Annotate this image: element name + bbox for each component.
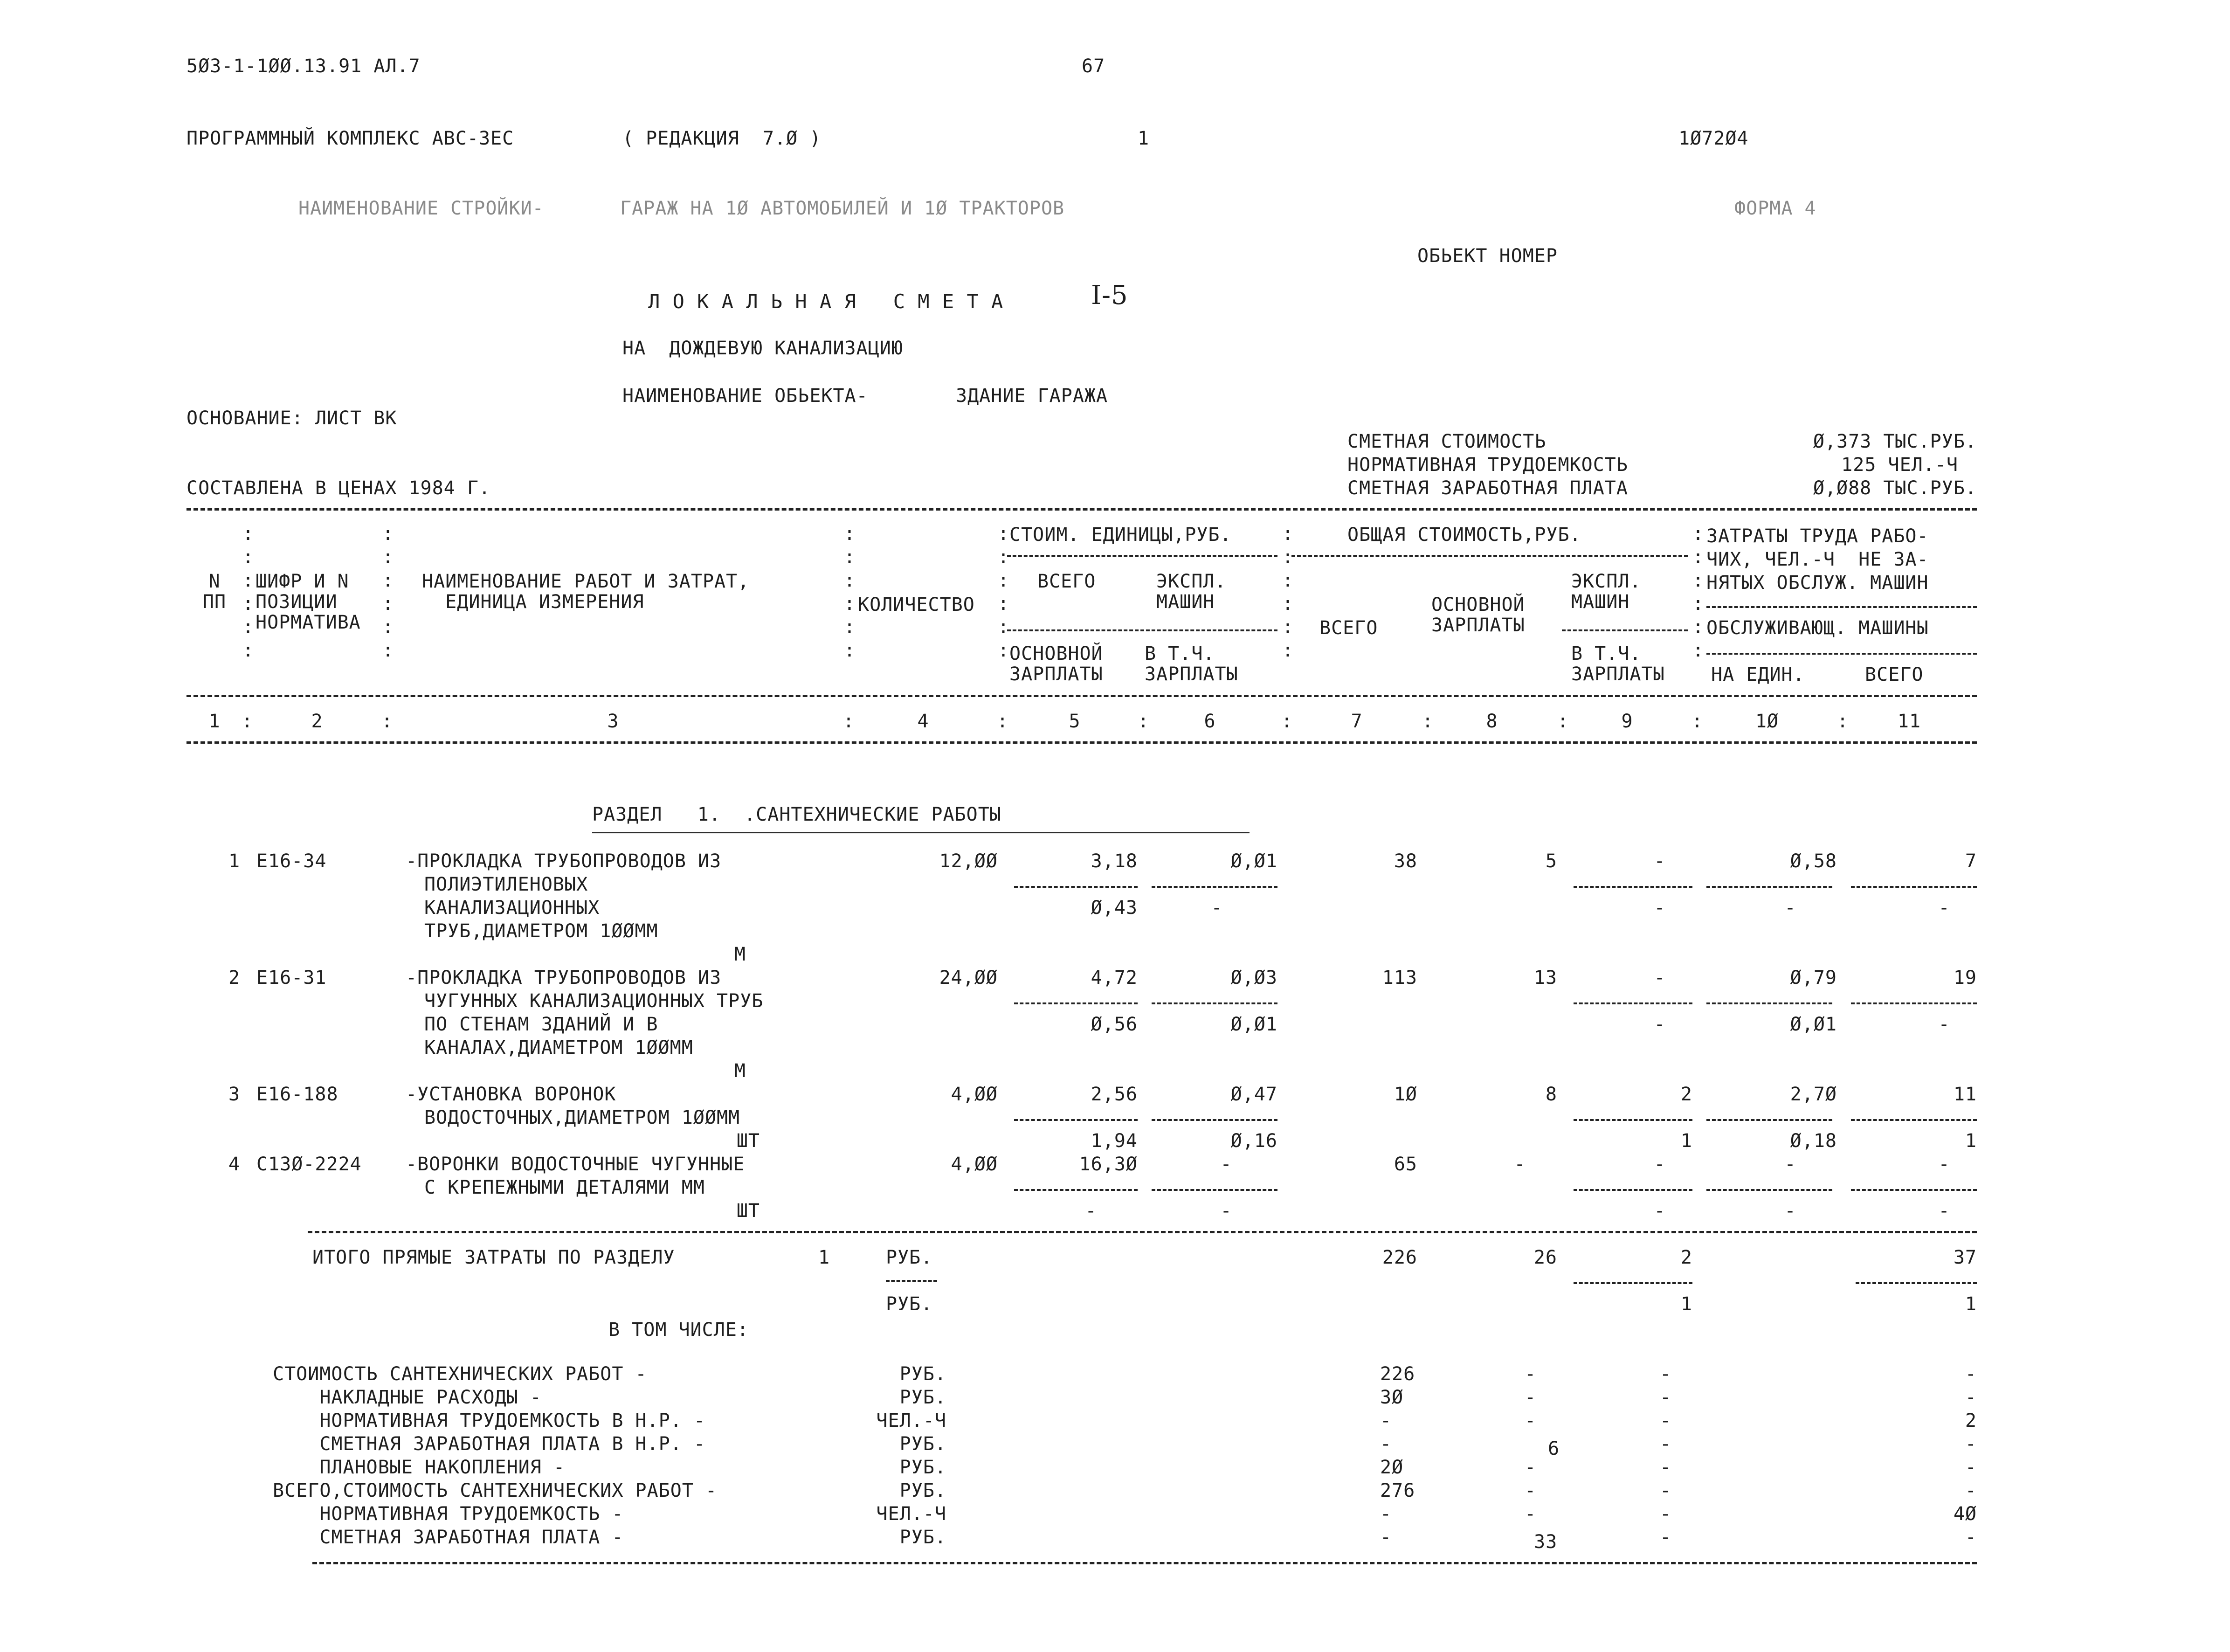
row-unit-incl-wages: - <box>1220 1200 1232 1222</box>
column-separator: : <box>381 711 394 732</box>
column-number: 7 <box>1351 711 1363 732</box>
breakdown-all: - <box>1380 1433 1392 1455</box>
breakdown-unit: ЧЕЛ.-Ч <box>876 1503 946 1525</box>
breakdown-all: 3Ø <box>1380 1387 1404 1408</box>
cell-rule <box>1014 1189 1138 1191</box>
breakdown-labor: 2 <box>1965 1410 1977 1431</box>
cell-rule <box>1152 1002 1277 1004</box>
header-labor: ЗАТРАТЫ ТРУДА РАБО- ЧИХ, ЧЕЛ.-Ч НЕ ЗА- НЯТЫХ ОБСЛУЖ. МАШИН <box>1706 525 1929 594</box>
row-total-incl-wages: 1 <box>1680 1130 1692 1152</box>
row-name: ПОЛИЭТИЛЕНОВЫХ <box>424 874 588 895</box>
summary-label: СМЕТНАЯ ЗАРАБОТНАЯ ПЛАТА <box>1347 477 1628 499</box>
object-name: ЗДАНИЕ ГАРАЖА <box>956 385 1108 407</box>
row-service-total: - <box>1938 897 1950 919</box>
breakdown-labor: - <box>1965 1387 1977 1408</box>
cell-rule <box>1014 1119 1138 1121</box>
row-unit-machines: Ø,47 <box>1230 1084 1277 1105</box>
breakdown-unit: ЧЕЛ.-Ч <box>876 1410 946 1431</box>
section-title: РАЗДЕЛ 1. .САНТЕХНИЧЕСКИЕ РАБОТЫ <box>592 804 1001 825</box>
row-name: -ВОРОНКИ ВОДОСТОЧНЫЕ ЧУГУННЫЕ <box>406 1154 745 1175</box>
row-code: С13Ø-2224 <box>256 1154 362 1175</box>
row-total-incl-wages: - <box>1654 897 1666 919</box>
document-title: Л О К А Л Ь Н А Я С М Е Т А <box>648 290 1004 313</box>
breakdown-label: СТОИМОСТЬ САНТЕХНИЧЕСКИХ РАБОТ - <box>273 1363 647 1385</box>
header-sub-rule <box>1706 606 1977 608</box>
cell-rule <box>1574 1002 1692 1004</box>
header-total-all: ВСЕГО <box>1319 617 1378 639</box>
table-top-rule <box>186 508 1977 511</box>
section-underline <box>592 832 1250 834</box>
object-number-label: ОБЬЕКТ НОМЕР <box>1417 245 1558 267</box>
breakdown-machines: - <box>1660 1363 1672 1385</box>
column-separator: : : : : : : <box>998 523 1009 661</box>
row-total-machines: - <box>1654 1154 1666 1175</box>
row-labor-total: 19 <box>1953 967 1977 988</box>
row-unit-all: 3,18 <box>1091 850 1138 872</box>
column-number: 2 <box>311 711 323 732</box>
column-separator: : <box>997 711 1009 732</box>
totals-service: 1 <box>1965 1293 1977 1315</box>
totals-unit: РУБ. <box>886 1247 933 1268</box>
cell-rule <box>1851 1119 1977 1121</box>
cell-rule <box>1152 886 1277 888</box>
column-separator: : : : : : : <box>242 523 254 661</box>
breakdown-all: - <box>1380 1503 1392 1525</box>
row-labor-unit: - <box>1784 1154 1796 1175</box>
row-service-unit: - <box>1784 1200 1796 1222</box>
row-quantity: 12,ØØ <box>939 850 998 872</box>
row-unit-base-wages: - <box>1085 1200 1097 1222</box>
row-labor-unit: Ø,58 <box>1790 850 1837 872</box>
row-code: Е16-188 <box>256 1084 338 1105</box>
row-service-unit: Ø,18 <box>1790 1130 1837 1152</box>
cell-rule <box>1706 886 1832 888</box>
breakdown-unit: РУБ. <box>899 1480 946 1501</box>
row-service-unit: - <box>1784 897 1796 919</box>
cell-rule <box>1856 1282 1977 1284</box>
cell-rule <box>1014 1002 1138 1004</box>
column-separator: : <box>1691 711 1704 732</box>
edition: ( РЕДАКЦИЯ 7.Ø ) <box>622 128 822 149</box>
column-number: 9 <box>1621 711 1633 732</box>
column-number: 6 <box>1204 711 1216 732</box>
cell-rule <box>1574 886 1692 888</box>
breakdown-machines: - <box>1660 1527 1672 1548</box>
breakdown-labor: - <box>1965 1433 1977 1455</box>
breakdown-machines: - <box>1660 1457 1672 1478</box>
totals-labor: 37 <box>1953 1247 1977 1268</box>
breakdown-all: 2Ø <box>1380 1457 1404 1478</box>
breakdown-unit: РУБ. <box>899 1433 946 1455</box>
breakdown-all: 226 <box>1380 1363 1415 1385</box>
breakdown-all: - <box>1380 1527 1392 1548</box>
construction-name: ГАРАЖ НА 1Ø АВТОМОБИЛЕЙ И 1Ø ТРАКТОРОВ <box>620 198 1065 219</box>
summary-label: НОРМАТИВНАЯ ТРУДОЕМКОСТЬ <box>1347 454 1628 476</box>
program-line: ПРОГРАММНЫЙ КОМПЛЕКС АВС-3ЕС <box>186 128 514 149</box>
breakdown-labor: - <box>1965 1457 1977 1478</box>
column-number: 3 <box>607 711 619 732</box>
row-unit-incl-wages: Ø,16 <box>1230 1130 1277 1152</box>
construction-label: НАИМЕНОВАНИЕ СТРОЙКИ- <box>298 198 544 219</box>
bottom-rule <box>312 1562 1977 1564</box>
header-unit-cost: СТОИМ. ЕДИНИЦЫ,РУБ. <box>1009 524 1232 546</box>
row-unit-incl-wages: - <box>1211 897 1223 919</box>
row-unit-base-wages: Ø,43 <box>1091 897 1138 919</box>
document-id: 1Ø72Ø4 <box>1678 128 1749 149</box>
row-total-incl-wages: - <box>1654 1014 1666 1035</box>
breakdown-labor: - <box>1965 1527 1977 1548</box>
column-separator: : : : : : : <box>1282 523 1294 661</box>
header-code: ШИФР И N ПОЗИЦИИ НОРМАТИВА <box>255 571 361 633</box>
row-total-machines: 2 <box>1680 1084 1692 1105</box>
header-sub-rule <box>1706 653 1977 655</box>
row-name: ТРУБ,ДИАМЕТРОМ 1ØØММ <box>424 920 658 942</box>
totals-base-wages: 26 <box>1533 1247 1557 1268</box>
totals-including-label: В ТОМ ЧИСЛЕ: <box>608 1319 749 1341</box>
prices-note: СОСТАВЛЕНА В ЦЕНАХ 1984 Г. <box>186 477 491 499</box>
cell-rule <box>1574 1119 1692 1121</box>
cell-rule <box>1851 1002 1977 1004</box>
totals-rule <box>308 1231 1977 1233</box>
column-separator: : <box>1557 711 1569 732</box>
breakdown-base: - <box>1525 1457 1537 1478</box>
column-number: 11 <box>1897 711 1921 732</box>
breakdown-base: - <box>1525 1363 1537 1385</box>
row-service-total: 1 <box>1965 1130 1977 1152</box>
header-labor-unit: НА ЕДИН. <box>1711 664 1805 685</box>
header-unit-incl-wages: В Т.Ч. ЗАРПЛАТЫ <box>1145 643 1238 685</box>
row-labor-total: 11 <box>1953 1084 1977 1105</box>
row-total-all: 1Ø <box>1394 1084 1417 1105</box>
breakdown-label: СМЕТНАЯ ЗАРАБОТНАЯ ПЛАТА В Н.Р. - <box>273 1433 706 1455</box>
cell-rule <box>1706 1189 1832 1191</box>
header-sub-rule <box>1562 629 1688 631</box>
breakdown-unit: РУБ. <box>899 1363 946 1385</box>
summary-value: Ø,373 ТЫС.РУБ. <box>1813 431 1977 452</box>
column-separator: : : : : : : <box>1692 523 1704 661</box>
cell-rule <box>886 1280 937 1282</box>
column-separator: : <box>242 711 254 732</box>
breakdown-machines: - <box>1660 1410 1672 1431</box>
totals-machines: 2 <box>1680 1247 1692 1268</box>
breakdown-label: НАКЛАДНЫЕ РАСХОДЫ - <box>273 1387 542 1408</box>
row-quantity: 4,ØØ <box>951 1154 998 1175</box>
header-name: НАИМЕНОВАНИЕ РАБОТ И ЗАТРАТ, ЕДИНИЦА ИЗМЕРЕНИЯ <box>422 571 750 613</box>
cell-rule <box>1851 1189 1977 1191</box>
breakdown-unit: РУБ. <box>899 1387 946 1408</box>
row-code: Е16-34 <box>256 850 327 872</box>
header-rule <box>186 695 1977 697</box>
breakdown-machines: - <box>1660 1503 1672 1525</box>
breakdown-base: 6 <box>1548 1438 1560 1459</box>
document-subtitle: НА ДОЖДЕВУЮ КАНАЛИЗАЦИЮ <box>622 338 903 359</box>
breakdown-label: НОРМАТИВНАЯ ТРУДОЕМКОСТЬ - <box>273 1503 624 1525</box>
totals-unit: РУБ. <box>886 1293 933 1315</box>
row-unit-base-wages: 1,94 <box>1091 1130 1138 1152</box>
basis: ОСНОВАНИЕ: ЛИСТ ВК <box>186 408 397 429</box>
cell-rule <box>1706 1002 1832 1004</box>
breakdown-labor: - <box>1965 1480 1977 1501</box>
row-name: ВОДОСТОЧНЫХ,ДИАМЕТРОМ 1ØØММ <box>424 1107 740 1128</box>
row-total-base-wages: 5 <box>1545 850 1557 872</box>
header-unit-machines: ЭКСПЛ. МАШИН <box>1156 571 1227 613</box>
row-name: С КРЕПЕЖНЫМИ ДЕТАЛЯМИ ММ <box>424 1177 705 1198</box>
row-code: Е16-31 <box>256 967 327 988</box>
header-sub-rule <box>1007 555 1277 557</box>
totals-incl-wages: 1 <box>1680 1293 1692 1315</box>
cell-rule <box>1152 1119 1277 1121</box>
row-unit: М <box>734 1060 746 1082</box>
row-name: -ПРОКЛАДКА ТРУБОПРОВОДОВ ИЗ <box>406 967 722 988</box>
column-number: 4 <box>917 711 929 732</box>
breakdown-label: НОРМАТИВНАЯ ТРУДОЕМКОСТЬ В Н.Р. - <box>273 1410 706 1431</box>
row-labor-unit: Ø,79 <box>1790 967 1837 988</box>
summary-value: Ø,Ø88 ТЫС.РУБ. <box>1813 477 1977 499</box>
row-number: 1 <box>228 850 241 872</box>
cell-rule <box>1014 886 1138 888</box>
breakdown-base: - <box>1525 1410 1537 1431</box>
header-labor-total: ВСЕГО <box>1865 664 1924 685</box>
row-unit-all: 2,56 <box>1091 1084 1138 1105</box>
page-number: 67 <box>1082 55 1105 77</box>
row-name: ПО СТЕНАМ ЗДАНИЙ И В <box>424 1014 658 1035</box>
breakdown-label: ВСЕГО,СТОИМОСТЬ САНТЕХНИЧЕСКИХ РАБОТ - <box>273 1480 718 1501</box>
column-number: 8 <box>1486 711 1498 732</box>
row-number: 3 <box>228 1084 241 1105</box>
row-total-base-wages: 8 <box>1545 1084 1557 1105</box>
breakdown-labor: - <box>1965 1363 1977 1385</box>
column-number: 1 <box>208 711 221 732</box>
header-quantity: КОЛИЧЕСТВО <box>858 594 975 615</box>
header-n: N ПП <box>202 571 227 613</box>
row-service-total: - <box>1938 1200 1950 1222</box>
header-total-cost: ОБЩАЯ СТОИМОСТЬ,РУБ. <box>1347 524 1581 546</box>
row-unit-all: 16,3Ø <box>1079 1154 1138 1175</box>
row-unit: ШТ <box>736 1130 760 1152</box>
header-sub-rule <box>1291 555 1688 557</box>
row-total-machines: - <box>1654 850 1666 872</box>
column-number: 5 <box>1069 711 1081 732</box>
summary-label: СМЕТНАЯ СТОИМОСТЬ <box>1347 431 1547 452</box>
column-number: 1Ø <box>1755 711 1779 732</box>
row-unit-incl-wages: Ø,Ø1 <box>1230 1014 1277 1035</box>
breakdown-label: СМЕТНАЯ ЗАРАБОТНАЯ ПЛАТА - <box>273 1527 624 1548</box>
row-unit-base-wages: Ø,56 <box>1091 1014 1138 1035</box>
row-unit-machines: - <box>1220 1154 1232 1175</box>
row-name: -УСТАНОВКА ВОРОНОК <box>406 1084 616 1105</box>
row-total-all: 113 <box>1382 967 1417 988</box>
sheet-number: 1 <box>1138 128 1150 149</box>
form-label: ФОРМА 4 <box>1734 198 1816 219</box>
header-sub-rule <box>1007 629 1277 631</box>
row-unit-machines: Ø,Ø1 <box>1230 850 1277 872</box>
row-labor-total: - <box>1938 1154 1950 1175</box>
summary-value: 125 ЧЕЛ.-Ч <box>1841 454 1958 476</box>
column-separator: : <box>1422 711 1434 732</box>
cell-rule <box>1574 1282 1692 1284</box>
breakdown-unit: РУБ. <box>899 1457 946 1478</box>
row-quantity: 4,ØØ <box>951 1084 998 1105</box>
cell-rule <box>1851 886 1977 888</box>
row-total-all: 38 <box>1394 850 1417 872</box>
cell-rule <box>1706 1119 1832 1121</box>
column-separator: : : : : : : <box>844 523 856 661</box>
row-quantity: 24,ØØ <box>939 967 998 988</box>
breakdown-all: 276 <box>1380 1480 1415 1501</box>
breakdown-base: - <box>1525 1503 1537 1525</box>
breakdown-machines: - <box>1660 1433 1672 1455</box>
row-name: ЧУГУННЫХ КАНАЛИЗАЦИОННЫХ ТРУБ <box>424 990 764 1012</box>
row-name: -ПРОКЛАДКА ТРУБОПРОВОДОВ ИЗ <box>406 850 722 872</box>
document-code: 5Ø3-1-1ØØ.13.91 АЛ.7 <box>186 55 421 77</box>
breakdown-machines: - <box>1660 1480 1672 1501</box>
breakdown-unit: РУБ. <box>899 1527 946 1548</box>
header-unit-all: ВСЕГО <box>1037 571 1096 592</box>
breakdown-label: ПЛАНОВЫЕ НАКОПЛЕНИЯ - <box>273 1457 566 1478</box>
column-separator: : <box>1138 711 1150 732</box>
row-labor-unit: 2,7Ø <box>1790 1084 1837 1105</box>
row-name: КАНАЛАХ,ДИАМЕТРОМ 1ØØММ <box>424 1037 693 1058</box>
header-total-machines: ЭКСПЛ. МАШИН <box>1571 571 1642 613</box>
cell-rule <box>1152 1189 1277 1191</box>
breakdown-base: - <box>1525 1480 1537 1501</box>
header-bottom-rule <box>186 741 1977 744</box>
row-service-total: - <box>1938 1014 1950 1035</box>
totals-section: 1 <box>818 1247 830 1268</box>
row-labor-total: 7 <box>1965 850 1977 872</box>
row-total-base-wages: - <box>1514 1154 1526 1175</box>
totals-label: ИТОГО ПРЯМЫЕ ЗАТРАТЫ ПО РАЗДЕЛУ <box>312 1247 675 1268</box>
breakdown-machines: - <box>1660 1387 1672 1408</box>
row-total-all: 65 <box>1394 1154 1417 1175</box>
row-total-incl-wages: - <box>1654 1200 1666 1222</box>
row-service-unit: Ø,Ø1 <box>1790 1014 1837 1035</box>
object-label: НАИМЕНОВАНИЕ ОБЬЕКТА- <box>622 385 868 407</box>
row-unit: М <box>734 944 746 965</box>
breakdown-all: - <box>1380 1410 1392 1431</box>
header-unit-base-wages: ОСНОВНОЙ ЗАРПЛАТЫ <box>1009 643 1103 685</box>
row-unit-all: 4,72 <box>1091 967 1138 988</box>
cell-rule <box>1574 1189 1692 1191</box>
breakdown-base: 33 <box>1534 1531 1558 1553</box>
column-separator: : <box>1281 711 1293 732</box>
header-total-base-wages: ОСНОВНОЙ ЗАРПЛАТЫ <box>1431 594 1525 636</box>
row-unit: ШТ <box>736 1200 760 1222</box>
header-total-incl-wages: В Т.Ч. ЗАРПЛАТЫ <box>1571 643 1665 685</box>
row-unit-machines: Ø,Ø3 <box>1230 967 1277 988</box>
estimate-number: I-5 <box>1091 280 1128 311</box>
column-separator: : <box>1837 711 1849 732</box>
totals-all: 226 <box>1382 1247 1417 1268</box>
header-labor-service: ОБСЛУЖИВАЮЩ. МАШИНЫ <box>1706 617 1929 639</box>
row-total-machines: - <box>1654 967 1666 988</box>
row-number: 2 <box>228 967 241 988</box>
row-total-base-wages: 13 <box>1533 967 1557 988</box>
column-separator: : : : : : : <box>382 523 394 661</box>
row-name: КАНАЛИЗАЦИОННЫХ <box>424 897 600 919</box>
breakdown-base: - <box>1525 1387 1537 1408</box>
breakdown-labor: 4Ø <box>1953 1503 1977 1525</box>
row-number: 4 <box>228 1154 241 1175</box>
column-separator: : <box>843 711 855 732</box>
